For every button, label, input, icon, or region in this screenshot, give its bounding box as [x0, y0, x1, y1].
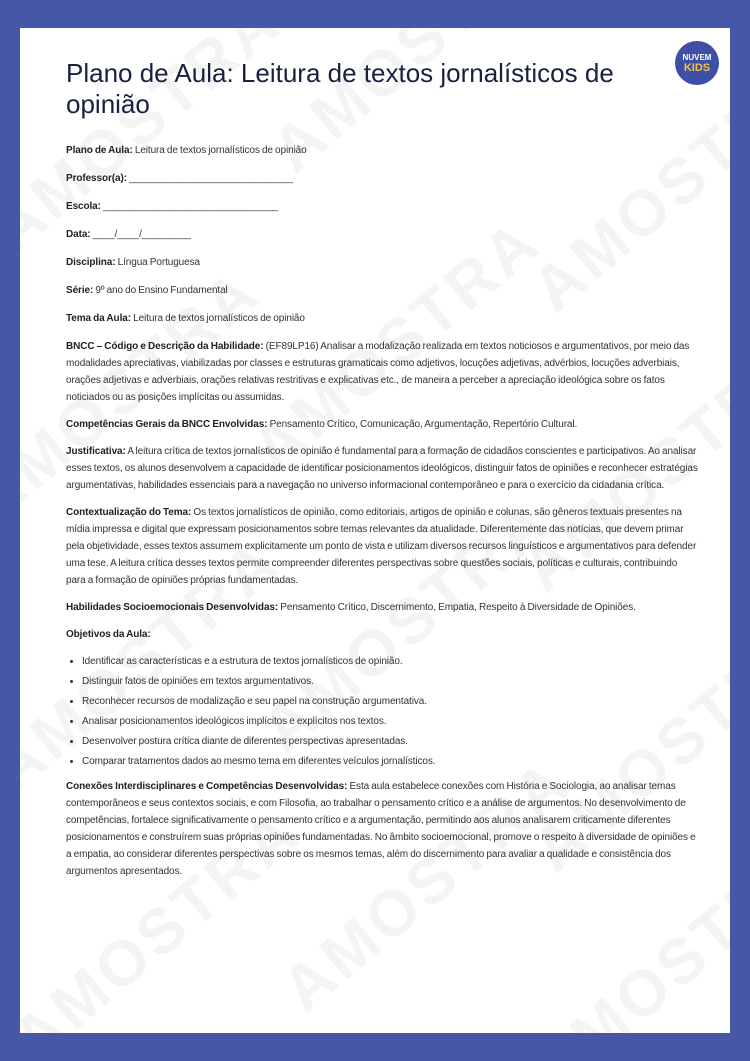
field-value: ________________________________ — [100, 201, 278, 212]
document-page — [20, 28, 730, 1033]
field-value: 9º ano do Ensino Fundamental — [93, 285, 228, 296]
section-label: Justificativa: — [66, 446, 126, 457]
section-text: Pensamento Crítico, Comunicação, Argumentação, Repertório Cultural. — [267, 419, 578, 430]
connections-section: Conexões Interdisciplinares e Competências Desenvolvidas: Esta aula estabelece conexões com História e Sociologia, ao analisar temas contemporâneos e seus contextos sociais, e com Filosofia, ao trabalhar o pensamento crítico e a análise de argumentos. No desenvolvimento de competências, fortalece significativamente o pensamento crítico e a argumentação, permitindo aos alunos analisarem criticamente diferentes posicionamentos e construírem suas próprias opiniões fundamentadas. No âmbito socioemocional, promove o respeito à diversidade de opiniões e a empatia, ao considerar diferentes perspectivas sobre os mesmos temas, além do discernimento para avaliar a qualidade e consistência dos argumentos apresentados. — [66, 781, 696, 877]
field-value: Leitura de textos jornalísticos de opinião — [132, 145, 307, 156]
logo-text: NUVEM — [682, 53, 712, 62]
objective-item: • Analisar posicionamentos ideológicos implícitos e explícitos nos textos. — [82, 713, 698, 730]
objective-item: • Identificar as características e a estrutura de textos jornalísticos de opinião. — [82, 653, 698, 670]
field-label: Tema da Aula: — [66, 313, 131, 324]
header-fields — [66, 142, 698, 327]
field-row — [66, 170, 698, 187]
logo-text-kids: KIDS — [683, 62, 711, 74]
objectives-heading: Objetivos da Aula: — [66, 629, 151, 640]
objective-item: • Desenvolver postura crítica diante de diferentes perspectivas apresentadas. — [82, 733, 698, 750]
section-paragraph — [66, 504, 698, 589]
field-label: Plano de Aula: — [66, 145, 133, 156]
section-text: (EF89LP16) Analisar a modalização realizada em textos noticiosos e argumentativos, por meio das modalidades apreciativas, viabilizadas por classes e estruturas gramaticais como adjetivos, locuções adjetivas, advérbios, locuções adverbiais, orações adjetivas e adverbiais, orações relativas restritivas e explicativas etc., de maneira a perceber a apreciação ideológica sobre os fatos noticiados ou as posições implícitas ou assumidas. — [66, 341, 690, 403]
field-label: Escola: — [66, 201, 101, 212]
section-label: BNCC – Código e Descrição da Habilidade: — [66, 341, 264, 352]
objective-item: • Comparar tratamentos dados ao mesmo tema em diferentes veículos jornalísticos. — [82, 753, 698, 770]
section-text: A leitura crítica de textos jornalísticos de opinião é fundamental para a formação de cidadãos conscientes e participativos. Ao analisar esses textos, os alunos desenvolvem a capacidade de identificar posicionamentos ideológicos, distinguir fatos de opiniões e reconhecer estratégias argumentativas, habilidades essenciais para a navegação no universo informacional contemporâneo e para o exercício da cidadania crítica. — [66, 446, 698, 491]
section-label: Contextualização do Tema: — [66, 507, 192, 518]
field-value: Leitura de textos jornalísticos de opinião — [130, 313, 305, 324]
field-row — [66, 254, 698, 271]
objectives-list — [66, 653, 698, 770]
field-row — [66, 142, 698, 159]
field-label: Disciplina: — [66, 257, 116, 268]
field-value: Língua Portuguesa — [115, 257, 200, 268]
section-label: Habilidades Socioemocionais Desenvolvidas: — [66, 602, 279, 613]
field-label: Professor(a): — [66, 173, 127, 184]
section-text: Pensamento Crítico, Discernimento, Empatia, Respeito à Diversidade de Opiniões. — [278, 602, 636, 613]
section-paragraph — [66, 416, 698, 433]
page-title: Plano de Aula: Leitura de textos jornalísticos de opinião — [66, 58, 614, 119]
objective-item: • Distinguir fatos de opiniões em textos argumentativos. — [82, 673, 698, 690]
section-label: Competências Gerais da BNCC Envolvidas: — [66, 419, 268, 430]
field-row — [66, 226, 698, 243]
section-paragraph — [66, 443, 698, 494]
field-row — [66, 282, 698, 299]
section-text: Os textos jornalísticos de opinião, como editoriais, artigos de opinião e colunas, são gêneros textuais presentes na mídia impressa e digital que expressam posicionamentos sobre temas relevantes da atualidade. Diferentemente das notícias, que devem primar pela objetividade, esses textos assumem explicitamente um ponto de vista e utilizam diversos recursos linguísticos e argumentativos para defender uma tese. A leitura crítica desses textos permite compreender diferentes perspectivas sobre questões sociais, políticas e culturais, contribuindo para a formação de opiniões próprias fundamentadas. — [66, 507, 697, 586]
sections — [66, 338, 698, 616]
field-value: ____/____/_________ — [90, 229, 191, 240]
lesson-plan-content — [66, 58, 698, 890]
field-row — [66, 198, 698, 215]
section-paragraph — [66, 338, 698, 406]
objective-item: • Reconhecer recursos de modalização e seu papel na construção argumentativa. — [82, 693, 698, 710]
field-row — [66, 310, 698, 327]
section-paragraph — [66, 599, 698, 616]
field-value: ______________________________ — [126, 173, 293, 184]
field-label: Data: — [66, 229, 91, 240]
field-label: Série: — [66, 285, 94, 296]
